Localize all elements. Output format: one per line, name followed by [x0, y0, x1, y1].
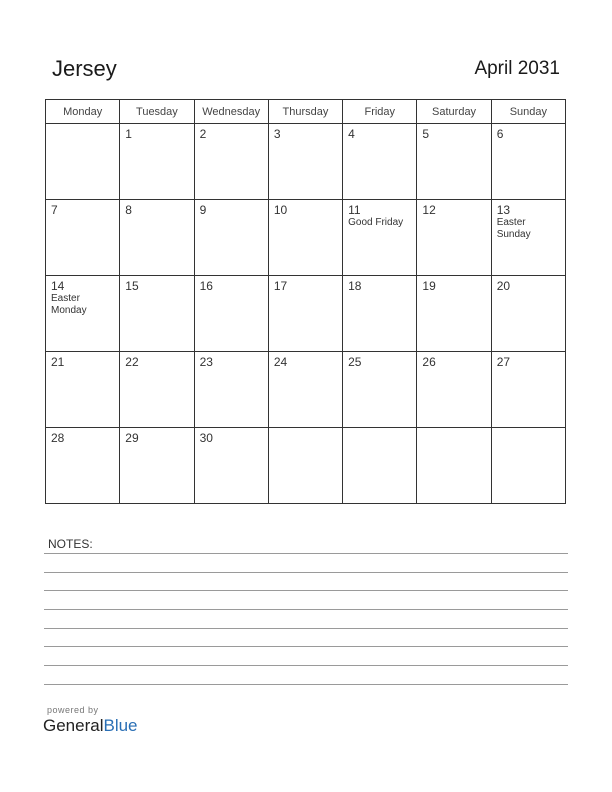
day-number: 18: [348, 279, 362, 293]
day-number: 21: [51, 355, 65, 369]
day-cell: [46, 352, 120, 428]
day-number: 5: [422, 127, 430, 141]
day-number: 22: [125, 355, 139, 369]
day-number: 17: [273, 279, 288, 293]
day-number: 29: [125, 431, 139, 445]
week-row: [46, 276, 566, 352]
day-number: 15: [125, 279, 139, 293]
day-cell: [120, 200, 194, 276]
notes-label: NOTES:: [48, 537, 93, 551]
day-cell: [120, 276, 194, 352]
weekday-monday: Monday: [46, 100, 120, 124]
day-number: 30: [199, 431, 213, 445]
calendar-grid: [45, 99, 566, 504]
day-number: 11: [348, 203, 361, 217]
day-number: 8: [125, 203, 132, 217]
day-cell: [268, 352, 342, 428]
day-cell: [268, 428, 342, 504]
week-row: [46, 200, 566, 276]
note-line: [44, 590, 568, 591]
week-row: [46, 124, 566, 200]
day-number: 6: [496, 127, 504, 141]
note-line: [44, 646, 568, 647]
note-line: [44, 572, 568, 573]
brand-general: General: [43, 716, 104, 735]
day-number: 7: [51, 203, 58, 217]
note-line: [44, 684, 568, 685]
day-cell: [343, 124, 417, 200]
day-cell: [120, 428, 194, 504]
day-number: 28: [51, 431, 65, 445]
day-cell: [491, 276, 565, 352]
day-cell: [194, 200, 268, 276]
note-line: [44, 609, 568, 610]
note-line: [44, 628, 568, 629]
day-number: 13: [496, 203, 511, 217]
day-cell: [194, 276, 268, 352]
weekday-tuesday: Tuesday: [120, 100, 194, 124]
day-number: 23: [199, 355, 213, 369]
holiday-label: Easter Monday: [51, 293, 87, 316]
day-number: 9: [199, 203, 207, 217]
day-number: 20: [496, 279, 511, 293]
day-number: 3: [273, 127, 281, 141]
day-number: 24: [273, 355, 288, 369]
day-cell: [46, 200, 120, 276]
day-cell: [343, 200, 417, 276]
day-number: 4: [348, 127, 355, 141]
weekday-friday: Friday: [343, 100, 417, 124]
day-cell: [491, 352, 565, 428]
day-cell: [491, 428, 565, 504]
day-cell: [268, 124, 342, 200]
day-cell: [343, 276, 417, 352]
day-cell: [120, 352, 194, 428]
day-cell: [417, 352, 491, 428]
day-cell: [343, 428, 417, 504]
brand-blue: Blue: [103, 716, 138, 735]
day-cell: [417, 124, 491, 200]
holiday-label: Good Friday: [348, 217, 404, 228]
day-cell: [46, 276, 120, 352]
powered-by-text: powered by: [47, 705, 99, 715]
day-number: 19: [422, 279, 436, 293]
weekday-sunday: Sunday: [491, 100, 565, 124]
day-cell: [491, 200, 565, 276]
week-row: [46, 352, 566, 428]
day-cell: [417, 276, 491, 352]
note-line: [44, 665, 568, 666]
day-number: 2: [199, 127, 207, 141]
day-number: 10: [273, 203, 288, 217]
day-cell: [46, 124, 120, 200]
page-title: Jersey: [52, 56, 117, 81]
day-cell: [194, 124, 268, 200]
day-number: 1: [125, 127, 132, 141]
day-cell: [268, 200, 342, 276]
day-cell: [120, 124, 194, 200]
day-cell: [417, 200, 491, 276]
day-number: 27: [496, 355, 511, 369]
day-cell: [194, 428, 268, 504]
day-number: 14: [51, 279, 65, 293]
week-row: [46, 428, 566, 504]
day-cell: [417, 428, 491, 504]
holiday-label: Easter Sunday: [496, 217, 531, 240]
weekday-header-row: [46, 100, 566, 124]
weekday-saturday: Saturday: [417, 100, 491, 124]
weekday-wednesday: Wednesday: [194, 100, 268, 124]
day-cell: [194, 352, 268, 428]
day-number: 26: [422, 355, 436, 369]
day-cell: [491, 124, 565, 200]
month-year: April 2031: [474, 58, 560, 79]
day-cell: [46, 428, 120, 504]
weekday-thursday: Thursday: [268, 100, 342, 124]
brand-logo[interactable]: [43, 716, 138, 736]
day-number: 25: [348, 355, 362, 369]
day-number: 16: [199, 279, 213, 293]
day-number: 12: [422, 203, 436, 217]
note-line: [44, 553, 568, 554]
day-cell: [268, 276, 342, 352]
day-cell: [343, 352, 417, 428]
